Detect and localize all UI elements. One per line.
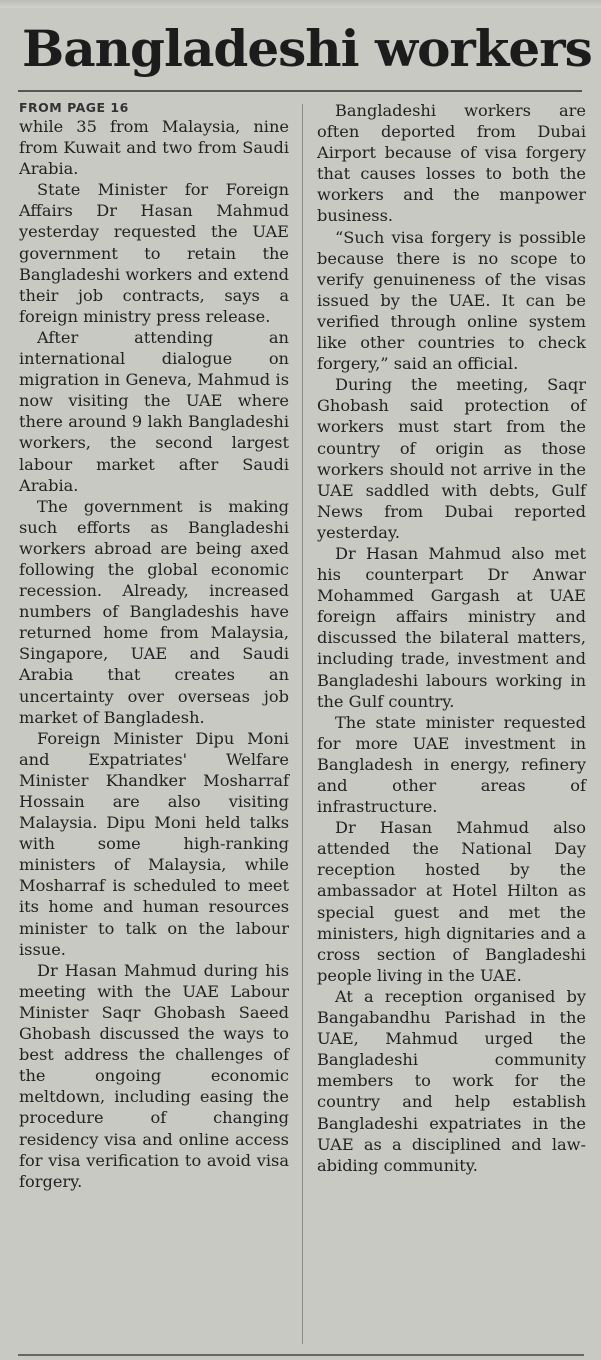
bottom-rule (18, 1354, 584, 1356)
paragraph: During the meeting, Saqr Ghobash said protection of workers must start from the country of origin as those workers should not arrive in the UAE saddled with debts, Gulf News from Dubai reported yesterday. (317, 375, 586, 542)
left-column (19, 100, 289, 1192)
headline: Bangladeshi workers (22, 19, 592, 78)
paragraph: After attending an international dialogue on migration in Geneva, Mahmud is now visiting the UAE where there around 9 lakh Bangladeshi workers, the second largest labour market after Saudi Arabia. (19, 327, 289, 495)
paragraph: while 35 from Malaysia, nine from Kuwait and two from Saudi Arabia. (19, 117, 289, 179)
top-border (0, 0, 601, 8)
paragraph: Dr Hasan Mahmud during his meeting with the UAE Labour Minister Saqr Ghobash Saeed Ghobash discussed the ways to best address the challenges of the ongoing economic meltdown, including easing the procedure of changing residency visa and online access for visa verification to avoid visa forgery. (19, 960, 289, 1191)
continuation-kicker: FROM PAGE 16 (19, 100, 129, 115)
right-column (317, 100, 586, 1176)
paragraph: Bangladeshi workers are often deported from Dubai Airport because of visa forgery that causes losses to both the workers and the manpower business. (317, 101, 586, 226)
paragraph: State Minister for Foreign Affairs Dr Hasan Mahmud yesterday requested the UAE government to retain the Bangladeshi workers and extend their job contracts, says a foreign ministry press release. (19, 180, 289, 326)
headline-rule (18, 90, 582, 92)
paragraph: The government is making such efforts as Bangladeshi workers abroad are being axed following the global economic recession. Already, increased numbers of Bangladeshis have returned home from Malaysia, Singapore, UAE and Saudi Arabia that creates an uncertainty over overseas job market of Bangladesh. (19, 496, 289, 727)
paragraph: “Such visa forgery is possible because there is no scope to verify genuineness of the visas issued by the UAE. It can be verified through online system like other countries to check forgery,” said an official. (317, 227, 586, 374)
column-divider (302, 104, 303, 1344)
paragraph: Dr Hasan Mahmud also attended the National Day reception hosted by the ambassador at Hotel Hilton as special guest and met the ministers, high dignitaries and a cross section of Bangladeshi people living in the UAE. (317, 818, 586, 985)
paragraph: At a reception organised by Bangabandhu Parishad in the UAE, Mahmud urged the Bangladeshi community members to work for the country and help establish Bangladeshi expatriates in the UAE as a disciplined and law-abiding community. (317, 986, 586, 1175)
paragraph: The state minister requested for more UAE investment in Bangladesh in energy, refinery and other areas of infrastructure. (317, 712, 586, 817)
paragraph: Dr Hasan Mahmud also met his counterpart Dr Anwar Mohammed Gargash at UAE foreign affairs ministry and discussed the bilateral matters, including trade, investment and Bangladeshi labours working in the Gulf country. (317, 543, 586, 711)
paragraph: Foreign Minister Dipu Moni and Expatriates' Welfare Minister Khandker Mosharraf Hossain are also visiting Malaysia. Dipu Moni held talks with some high-ranking ministers of Malaysia, while Mosharraf is scheduled to meet its home and human resources minister to talk on the labour issue. (19, 728, 289, 959)
